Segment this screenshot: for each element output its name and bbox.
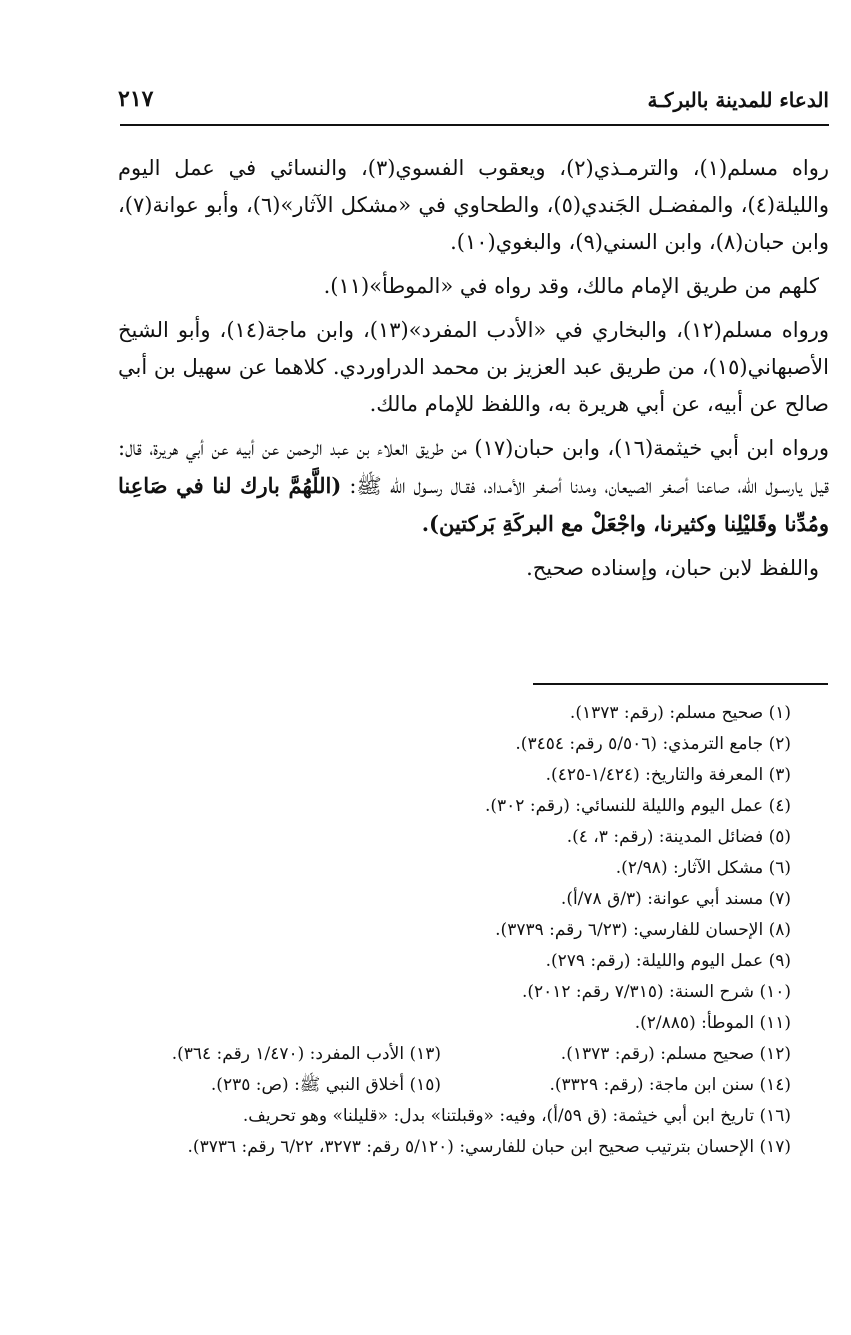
footnote-row-14-15 — [110, 1070, 791, 1101]
footnote-row-12-13 — [110, 1039, 791, 1070]
header-rule — [120, 124, 829, 126]
footnote-2: (٢) جامع الترمذي: (٥/٥٠٦ رقم: ٣٤٥٤). — [515, 734, 791, 754]
paragraph-2: كلهم من طريق الإمام مالك، وقد رواه في «الموطأ»(١١). — [323, 274, 819, 298]
footnote-12: (١٢) صحيح مسلم: (رقم: ١٣٧٣). — [560, 1044, 791, 1064]
paragraph-4-text: ورواه ابن أبي خيثمة(١٦)، وابن حبان(١٧) من طريق العلاء بن عبد الرحمن عن أبيه عن أبي هريرة، قال: قيل يارسـول الله، صاعنا أصغر الصيعان، ومدنا أصغر الأمـداد، فقـال رسـول الله ﷺ: — [118, 436, 829, 498]
footnote-10: (١٠) شرح السنة: (٧/٣١٥ رقم: ٢٠١٢). — [521, 982, 791, 1002]
footnote-14: (١٤) سنن ابن ماجة: (رقم: ٣٣٢٩). — [549, 1075, 791, 1095]
footnote-6: (٦) مشكل الآثار: (٢/٩٨). — [615, 858, 791, 878]
footnote-3: (٣) المعرفة والتاريخ: (١/٤٢٤-٤٢٥). — [545, 765, 791, 785]
main-text — [118, 150, 829, 594]
footnote-15: (١٥) أخلاق النبي ﷺ: (ص: ٢٣٥). — [210, 1075, 441, 1095]
footnote-16: (١٦) تاريخ ابن أبي خيثمة: (ق ٥٩/أ)، وفيه: «وقبلتنا» بدل: «قليلنا» وهو تحريف. — [242, 1106, 791, 1126]
footnote-7: (٧) مسند أبي عوانة: (٣/ق ٧٨/أ). — [560, 889, 791, 909]
footnote-4: (٤) عمل اليوم والليلة للنسائي: (رقم: ٣٠٢). — [484, 796, 791, 816]
footnote-1: (١) صحيح مسلم: (رقم: ١٣٧٣). — [569, 703, 791, 723]
hadith-quote: (اللَّهُمَّ بارك لنا في صَاعِنا ومُدِّنا وقَليْلِنا وكثيرنا، واجْعَلْ مع البركَةِ بَركتين). — [118, 473, 829, 536]
footnote-rule — [533, 683, 828, 685]
page-number: ٢١٧ — [118, 86, 154, 112]
paragraph-1: رواه مسلم(١)، والترمـذي(٢)، ويعقوب الفسوي(٣)، والنسائي في عمل اليوم والليلة(٤)، والمفضـل الجَندي(٥)، والطحاوي في «مشكل الآثار»(٦)، وأبو عوانة(٧)، وابن حبان(٨)، وابن السني(٩)، والبغوي(١٠). — [118, 156, 830, 254]
footnote-9: (٩) عمل اليوم والليلة: (رقم: ٢٧٩). — [545, 951, 791, 971]
footnote-5: (٥) فضائل المدينة: (رقم: ٣، ٤). — [566, 827, 791, 847]
footnote-8: (٨) الإحسان للفارسي: (٦/٢٣ رقم: ٣٧٣٩). — [495, 920, 791, 940]
page-header — [118, 84, 829, 118]
footnote-11: (١١) الموطأ: (٢/٨٨٥). — [634, 1013, 791, 1033]
footnote-13: (١٣) الأدب المفرد: (١/٤٧٠ رقم: ٣٦٤). — [171, 1044, 441, 1064]
footnotes — [110, 698, 791, 1163]
running-title: الدعاء للمدينة بالبركـة — [647, 88, 829, 112]
paragraph-4 — [118, 430, 829, 543]
footnote-17: (١٧) الإحسان بترتيب صحيح ابن حبان للفارسي: (٥/١٢٠ رقم: ٣٢٧٣، ٦/٢٢ رقم: ٣٧٣٦). — [187, 1137, 791, 1157]
paragraph-3: ورواه مسلم(١٢)، والبخاري في «الأدب المفرد»(١٣)، وابن ماجة(١٤)، وأبو الشيخ الأصبهاني(١٥)، من طريق عبد العزيز بن محمد الدراوردي. كلاهما عن سهيل بن أبي صالح عن أبيه، عن أبي هريرة به، واللفظ للإمام مالك. — [118, 318, 829, 416]
paragraph-5: واللفظ لابن حبان، وإسناده صحيح. — [526, 556, 819, 580]
